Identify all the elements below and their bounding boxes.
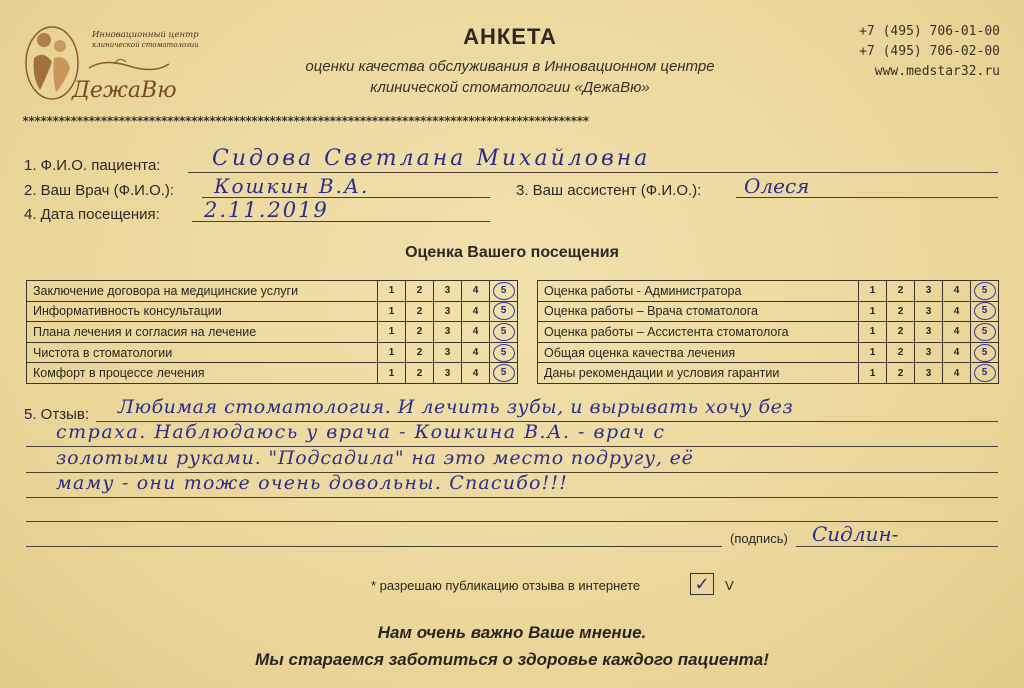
rating-option-value: 4 [472,326,479,338]
rating-option-5[interactable] [971,281,999,302]
rating-option-4[interactable] [943,301,971,322]
rating-option-2[interactable] [406,301,434,322]
phone-1: +7 (495) 706-01-00 [859,24,1000,39]
page-title: АНКЕТА [463,24,557,49]
review-text-3[interactable]: золотыми руками. "Подсадила" на это место подругу, её [56,447,694,469]
date-label: 4. Дата посещения: [24,206,160,223]
signature-label: (подпись) [730,531,788,546]
rating-option-5[interactable] [971,342,999,363]
rating-option-value: 3 [444,305,451,317]
rating-row-right-3 [538,322,999,343]
review-text-2[interactable]: страха. Наблюдаюсь у врача - Кошкина В.А. - врач с [56,421,666,443]
rating-option-3[interactable] [434,281,462,302]
rating-option-value: 4 [472,347,479,359]
rating-option-value: 1 [869,305,876,317]
rating-option-value: 4 [472,367,479,379]
rating-option-value: 1 [388,326,395,338]
rating-option-value: 1 [388,347,395,359]
rating-option-value: 3 [444,285,451,297]
rating-option-2[interactable] [887,281,915,302]
rating-option-value: 5 [493,364,515,382]
rating-option-1[interactable] [859,301,887,322]
rating-option-value: 2 [897,305,904,317]
rating-label: Оценка работы – Врача стоматолога [538,301,859,322]
rating-row-left-1 [27,281,518,302]
rating-option-value: 2 [416,347,423,359]
rating-option-5[interactable] [490,363,518,384]
footer-line2: Мы стараемся заботиться о здоровье каждого пациента! [255,650,769,669]
rating-option-5[interactable] [490,322,518,343]
rating-label: Комфорт в процессе лечения [27,363,378,384]
rating-label: Плана лечения и согласия на лечение [27,322,378,343]
rating-option-value: 4 [953,326,960,338]
rating-option-value: 1 [869,367,876,379]
rating-option-5[interactable] [490,301,518,322]
rating-option-2[interactable] [887,363,915,384]
rating-option-4[interactable] [943,322,971,343]
rating-option-5[interactable] [490,342,518,363]
rating-label: Общая оценка качества лечения [538,342,859,363]
rating-option-value: 2 [416,305,423,317]
rating-option-4[interactable] [943,342,971,363]
rating-option-value: 4 [953,285,960,297]
rating-option-1[interactable] [859,342,887,363]
subtitle-line2: клинической стоматологии «ДежаВю» [370,79,650,96]
assistant-label: 3. Ваш ассистент (Ф.И.О.): [516,182,702,199]
rating-option-3[interactable] [434,363,462,384]
rating-option-2[interactable] [887,301,915,322]
review-text-1[interactable]: Любимая стоматология. И лечить зубы, и вырывать хочу без [118,396,794,418]
rating-option-5[interactable] [971,363,999,384]
rating-label: Информативность консультации [27,301,378,322]
rating-option-value: 1 [388,367,395,379]
ratings-table-right [537,280,999,384]
rating-option-2[interactable] [406,363,434,384]
rating-option-3[interactable] [915,301,943,322]
rating-option-5[interactable] [490,281,518,302]
logo-name: ДежаВю [72,78,177,103]
rating-option-value: 5 [974,344,996,362]
rating-option-value: 1 [869,285,876,297]
rating-row-left-3 [27,322,518,343]
logo-line2: клинической стоматологии [92,41,199,49]
review-text-4[interactable]: маму - они тоже очень довольны. Спасибо!!! [56,472,569,494]
doctor-label: 2. Ваш Врач (Ф.И.О.): [24,182,175,199]
rating-option-value: 4 [472,285,479,297]
patient-line [188,172,998,173]
rating-option-value: 1 [869,347,876,359]
rating-option-value: 3 [444,326,451,338]
rating-option-value: 1 [869,326,876,338]
consent-mark: V [725,578,734,593]
rating-option-value: 3 [925,326,932,338]
rating-row-left-2 [27,301,518,322]
assistant-value[interactable]: Олеся [744,174,810,198]
rating-option-1[interactable] [378,322,406,343]
clinic-logo [22,18,199,108]
publish-consent-label: * разрешаю публикацию отзыва в интернете [371,578,641,593]
rating-option-1[interactable] [378,301,406,322]
rating-option-value: 4 [953,347,960,359]
rating-option-value: 2 [416,367,423,379]
rating-option-value: 2 [416,326,423,338]
rating-option-3[interactable] [915,281,943,302]
rating-option-5[interactable] [971,322,999,343]
review-label: 5. Отзыв: [24,406,90,423]
rating-row-right-5 [538,363,999,384]
footer-line1: Нам очень важно Ваше мнение. [377,623,647,642]
rating-option-2[interactable] [406,342,434,363]
rating-label: Оценка работы - Администратора [538,281,859,302]
rating-option-value: 4 [953,305,960,317]
signature-line [796,546,998,547]
rating-option-value: 3 [444,367,451,379]
rating-option-value: 3 [925,305,932,317]
rating-option-4[interactable] [462,342,490,363]
rating-option-4[interactable] [462,281,490,302]
rating-row-right-4 [538,342,999,363]
rating-option-2[interactable] [406,281,434,302]
rating-option-value: 3 [925,367,932,379]
rating-option-3[interactable] [915,363,943,384]
rating-option-1[interactable] [859,322,887,343]
rating-option-1[interactable] [859,363,887,384]
rating-option-2[interactable] [406,322,434,343]
rating-option-2[interactable] [887,322,915,343]
rating-label: Даны рекомендации и условия гарантии [538,363,859,384]
rating-option-value: 5 [974,364,996,382]
rating-row-right-2 [538,301,999,322]
subtitle-line1: оценки качества обслуживания в Инновационном центре [305,58,715,75]
rating-option-value: 3 [444,347,451,359]
rating-option-4[interactable] [462,363,490,384]
signature-value[interactable]: Сидлин- [812,522,899,546]
doctor-value[interactable]: Кошкин В.А. [214,174,370,198]
rating-option-value: 3 [925,347,932,359]
rating-option-value: 5 [493,323,515,341]
rating-option-3[interactable] [434,322,462,343]
ornament-icon [84,56,174,76]
rating-option-value: 1 [388,305,395,317]
rating-option-value: 5 [493,302,515,320]
rating-option-value: 2 [897,326,904,338]
rating-row-left-5 [27,363,518,384]
star-separator: ********************************************************************************************** [22,114,589,128]
rating-option-4[interactable] [462,301,490,322]
ratings-table-left [26,280,518,384]
rating-option-value: 5 [974,282,996,300]
rating-option-value: 5 [493,282,515,300]
date-value[interactable]: 2.11.2019 [204,198,329,222]
rating-option-value: 1 [388,285,395,297]
rating-option-5[interactable] [971,301,999,322]
rating-option-value: 5 [974,302,996,320]
ratings-title: Оценка Вашего посещения [405,244,619,261]
rating-option-value: 4 [472,305,479,317]
rating-label: Оценка работы – Ассистента стоматолога [538,322,859,343]
page-subtitle [200,56,820,98]
rating-option-value: 5 [974,323,996,341]
rating-option-4[interactable] [462,322,490,343]
rating-option-1[interactable] [859,281,887,302]
rating-option-4[interactable] [943,281,971,302]
rating-option-3[interactable] [915,322,943,343]
publish-consent-checkbox[interactable]: ✓ [690,573,714,595]
rating-label: Чистота в стоматологии [27,342,378,363]
rating-option-value: 2 [416,285,423,297]
website: www.medstar32.ru [874,64,1000,79]
rating-label: Заключение договора на медицинские услуги [27,281,378,302]
rating-option-1[interactable] [378,363,406,384]
contacts [859,22,1000,82]
rating-option-2[interactable] [887,342,915,363]
rating-option-value: 5 [493,344,515,362]
rating-option-3[interactable] [915,342,943,363]
phone-2: +7 (495) 706-02-00 [859,44,1000,59]
review-line-4 [26,497,998,498]
rating-option-1[interactable] [378,342,406,363]
logo-line1: Инновационный центр [92,30,199,40]
rating-option-4[interactable] [943,363,971,384]
rating-option-1[interactable] [378,281,406,302]
rating-option-value: 4 [953,367,960,379]
rating-row-right-1 [538,281,999,302]
rating-option-value: 2 [897,285,904,297]
rating-option-3[interactable] [434,342,462,363]
rating-option-value: 3 [925,285,932,297]
patient-label: 1. Ф.И.О. пациента: [24,157,161,174]
rating-row-left-4 [27,342,518,363]
patient-value[interactable]: Сидова Светлана Михайловна [212,146,651,171]
review-line-6 [26,546,722,547]
rating-option-value: 2 [897,367,904,379]
rating-option-3[interactable] [434,301,462,322]
rating-option-value: 2 [897,347,904,359]
